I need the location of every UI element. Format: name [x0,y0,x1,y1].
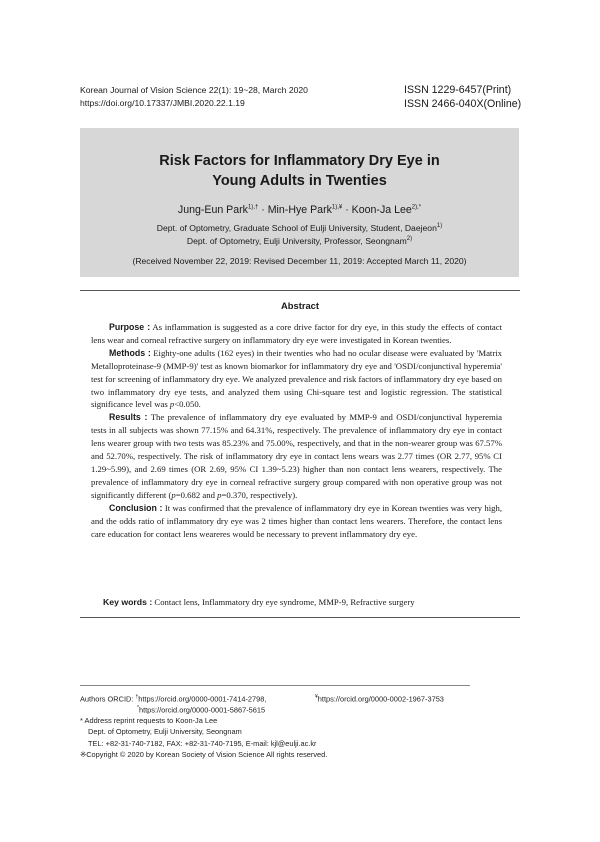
paper-title [80,151,519,191]
purpose-label: Purpose : [109,322,151,332]
results-label: Results : [109,412,148,423]
methods-end: <0.050. [174,399,201,410]
journal-citation: Korean Journal of Vision Science 22(1): 19~28, March 2020 [80,85,308,95]
p-symbol: p [171,489,176,500]
author-mark: 2),* [411,204,422,211]
title-line-1: Risk Factors for Inflammatory Dry Eye in [159,153,440,169]
reprint-line [80,715,520,726]
received-dates: (Received November 22, 2019: Revised December 11, 2019: Accepted March 11, 2020) [132,256,467,266]
author-mark: 1),† [247,204,259,211]
footnotes [80,692,520,760]
title-line-2: Young Adults in Twenties [212,173,387,189]
author-separator: · [258,204,268,216]
title-box [80,128,519,277]
orcid-line-2 [80,703,520,714]
orcid-mark: * [137,705,139,712]
methods-label: Methods : [109,347,151,358]
abstract-results [91,411,502,501]
issn-block [404,84,521,111]
abstract-purpose [91,321,502,347]
methods-text: Eighty-one adults (162 eyes) in their twenties who had no ocular disease were evaluated by 'Matrix Metalloproteinase-9 (MMP-9)' test as known biomarkor for inflammatory dry eye and 'OSDI/conjunctival hyperemia' test for screening of inflammatory dry eye. We analyzed prevalence and risk factors of inflammatory dry eye based on two inflammatory dry eye tests, and analyzed them using Chi-square test and logistic regression. The statistical significance level was [91,347,502,410]
author-name: Min-Hye Park [267,204,332,216]
affiliation-mark: 2) [406,236,413,243]
abstract-body [91,321,502,540]
abstract-heading: Abstract [280,300,320,311]
copyright-line: ※Copyright © 2020 by Korean Society of Vision Science All rights reserved. [80,749,328,759]
doi-text: https://doi.org/10.17337/JMBI.2020.22.1.19 [80,98,245,108]
p-symbol: p [217,489,222,500]
orcid-link[interactable]: https://orcid.org/0000-0002-1967-3753 [317,694,444,704]
author-name: Jung-Eun Park [177,204,248,216]
abstract-methods [91,347,502,412]
purpose-text: As inflammation is suggested as a core drive factor for dry eye, in this study the effects of contact lens wear and corneal refractive surgery on inflammatory dry eye were investigated in Korean twenties. [91,322,502,345]
abstract-conclusion [91,502,502,541]
results-text: The prevalence of inflammatory dry eye evaluated by MMP-9 and OSDI/conjunctival hyperemia tests in all subjects was shown 77.15% and 64.31%, respectively. The prevalence of inflammatory dry eye in contact lens wearer group with two tests was 85.23% and 75.00%, respectively, and that in the non-wearer group was 67.57% and 52.70%, respectively. The risk of inflammatory dry eye in contact lens wears was 2.77 times (OR 2.77, 95% CI 1.29~5.99), and 2.69 times (OR 2.69, 95% CI 1.39~5.23) higher than non contact lens wearers, respectively. The prevalence of inflammatory dry eye in corneal refractive surgery group compared with non operative group was not significantly different ( [91,412,503,500]
keywords-text: Contact lens, Inflammatory dry eye syndrome, MMP-9, Refractive surgery [152,597,415,607]
results-mid: =0.682 and [175,489,218,500]
keywords [103,597,415,607]
conclusion-label: Conclusion : [109,502,163,513]
orcid-mark: ¥ [315,694,318,700]
issn-print: ISSN 1229-6457(Print) [404,84,512,96]
author-mark: 1),¥ [331,204,343,211]
affiliation-mark: 1) [436,223,443,230]
reprint-mark: * [80,715,83,725]
affiliation-1 [80,223,519,233]
orcid-label: Authors ORCID: [80,694,136,704]
orcid-link[interactable]: https://orcid.org/0000-0001-7414-2798, [138,694,267,704]
affiliation-text: Dept. of Optometry, Graduate School of Eulji University, Student, Daejeon [156,223,437,233]
contact-line: TEL: +82-31-740-7182, FAX: +82-31-740-7195, E-mail: kjl@eulji.ac.kr [88,738,317,748]
author-separator: · [342,204,352,216]
issn-online: ISSN 2466-040X(Online) [404,97,522,110]
dept-line: Dept. of Optometry, Eulji University, Seongnam [88,727,242,737]
orcid-link[interactable]: https://orcid.org/0000-0001-5867-5615 [138,705,266,715]
results-end: =0.370, respectively). [221,489,298,500]
footnote-rule [80,685,470,686]
author-list [80,204,519,216]
keywords-label: Key words : [103,597,153,607]
conclusion-text: It was confirmed that the prevalence of inflammatory dry eye in Korean twenties was very high, and the odds ratio of inflammatory dry eye was 2 times higher than contact lens wearers. Therefore, the contact lens care education for contact lens weareres would be necessary to prevent inflammatory dry eye. [91,502,502,539]
abstract-bottom-rule [80,617,520,618]
author-name: Koon-Ja Lee [351,204,412,216]
orcid-line-1 [80,692,520,703]
reprint-text: Address reprint requests to Koon-Ja Lee [82,715,218,725]
orcid-mark: † [135,694,139,700]
affiliation-2 [80,236,519,246]
p-symbol: p [169,399,175,410]
journal-header [80,84,308,110]
affiliation-text: Dept. of Optometry, Eulji University, Professor, Seongnam [186,236,407,246]
abstract-top-rule [80,290,520,291]
